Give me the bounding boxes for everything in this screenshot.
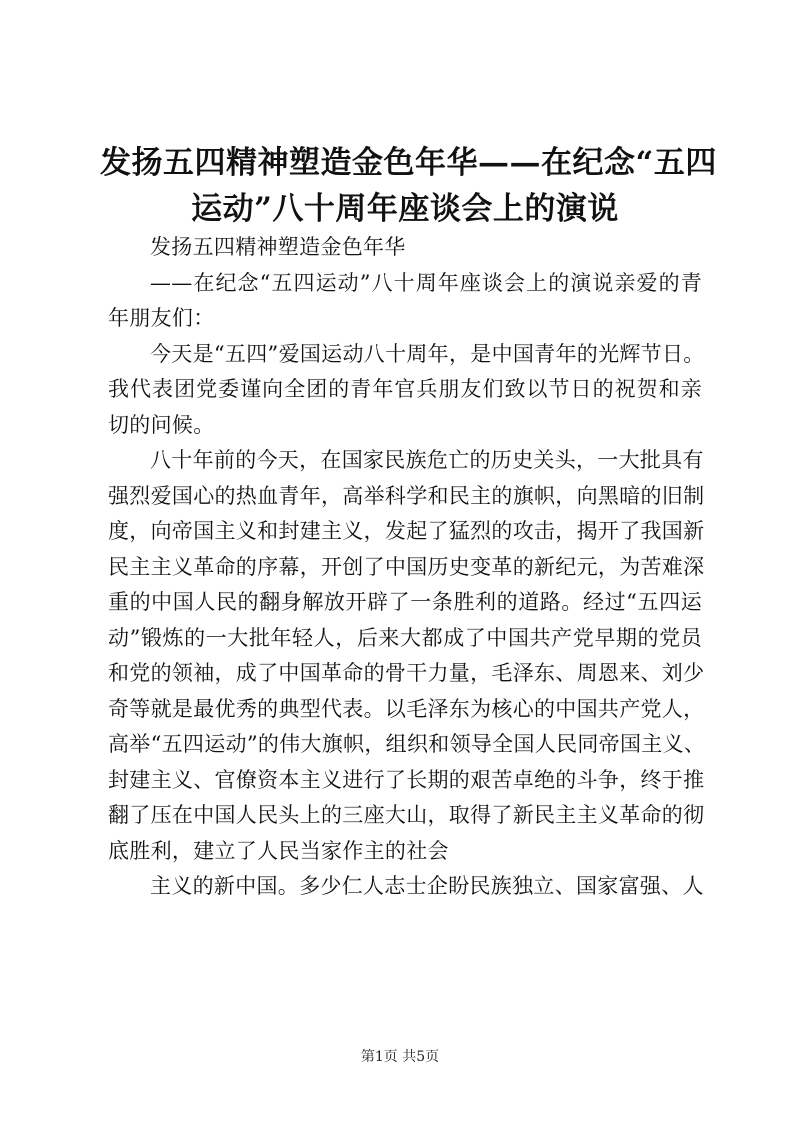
body-line: ——在纪念“五四运动”八十周年座谈会上的演说亲爱的青 bbox=[150, 270, 702, 295]
body-line: 今天是“五四”爱国运动八十周年，是中国青年的光辉节日。 bbox=[150, 341, 705, 366]
body-line: 度，向帝国主义和封建主义，发起了猛烈的攻击，揭开了我国新 bbox=[108, 519, 705, 543]
title-line: 运动”八十周年座谈会上的演说 bbox=[191, 191, 619, 227]
body-line: 我代表团党委谨向全团的青年官兵朋友们致以节日的祝贺和亲 bbox=[108, 377, 702, 401]
body-line: 底胜利，建立了人民当家作主的社会 bbox=[108, 838, 449, 863]
body-line: 奇等就是最优秀的典型代表。以毛泽东为核心的中国共产党人， bbox=[108, 696, 705, 721]
body-line: 发扬五四精神塑造金色年华 bbox=[150, 235, 406, 259]
document-body bbox=[108, 230, 706, 905]
body-line: 民主主义革命的序幕，开创了中国历史变革的新纪元，为苦难深 bbox=[108, 554, 705, 579]
body-line: 强烈爱国心的热血青年，高举科学和民主的旗帜，向黑暗的旧制 bbox=[108, 483, 705, 508]
body-line: 切的问候。 bbox=[108, 412, 215, 437]
body-line: 重的中国人民的翻身解放开辟了一条胜利的道路。经过“五四运 bbox=[108, 590, 702, 614]
page-number: 第1页 共5页 bbox=[360, 1049, 440, 1065]
body-line: 八十年前的今天，在国家民族危亡的历史关头，一大批具有 bbox=[150, 448, 704, 472]
body-line: 封建主义、官僚资本主义进行了长期的艰苦卓绝的斗争，终于推 bbox=[108, 767, 705, 792]
body-line: 高举“五四运动”的伟大旗帜，组织和领导全国人民同帝国主义、 bbox=[108, 732, 706, 756]
title-line: 发扬五四精神塑造金色年华——在纪念“五四 bbox=[100, 145, 717, 181]
body-line: 和党的领袖，成了中国革命的骨干力量，毛泽东、周恩来、刘少 bbox=[108, 661, 705, 685]
body-line: 主义的新中国。多少仁人志士企盼民族独立、国家富强、人 bbox=[150, 874, 704, 898]
document-title bbox=[100, 140, 717, 232]
body-line: 动”锻炼的一大批年轻人，后来大都成了中国共产党早期的党员 bbox=[108, 625, 702, 650]
body-line: 年朋友们： bbox=[108, 306, 215, 330]
body-line: 翻了压在中国人民头上的三座大山，取得了新民主主义革命的彻 bbox=[108, 803, 705, 827]
